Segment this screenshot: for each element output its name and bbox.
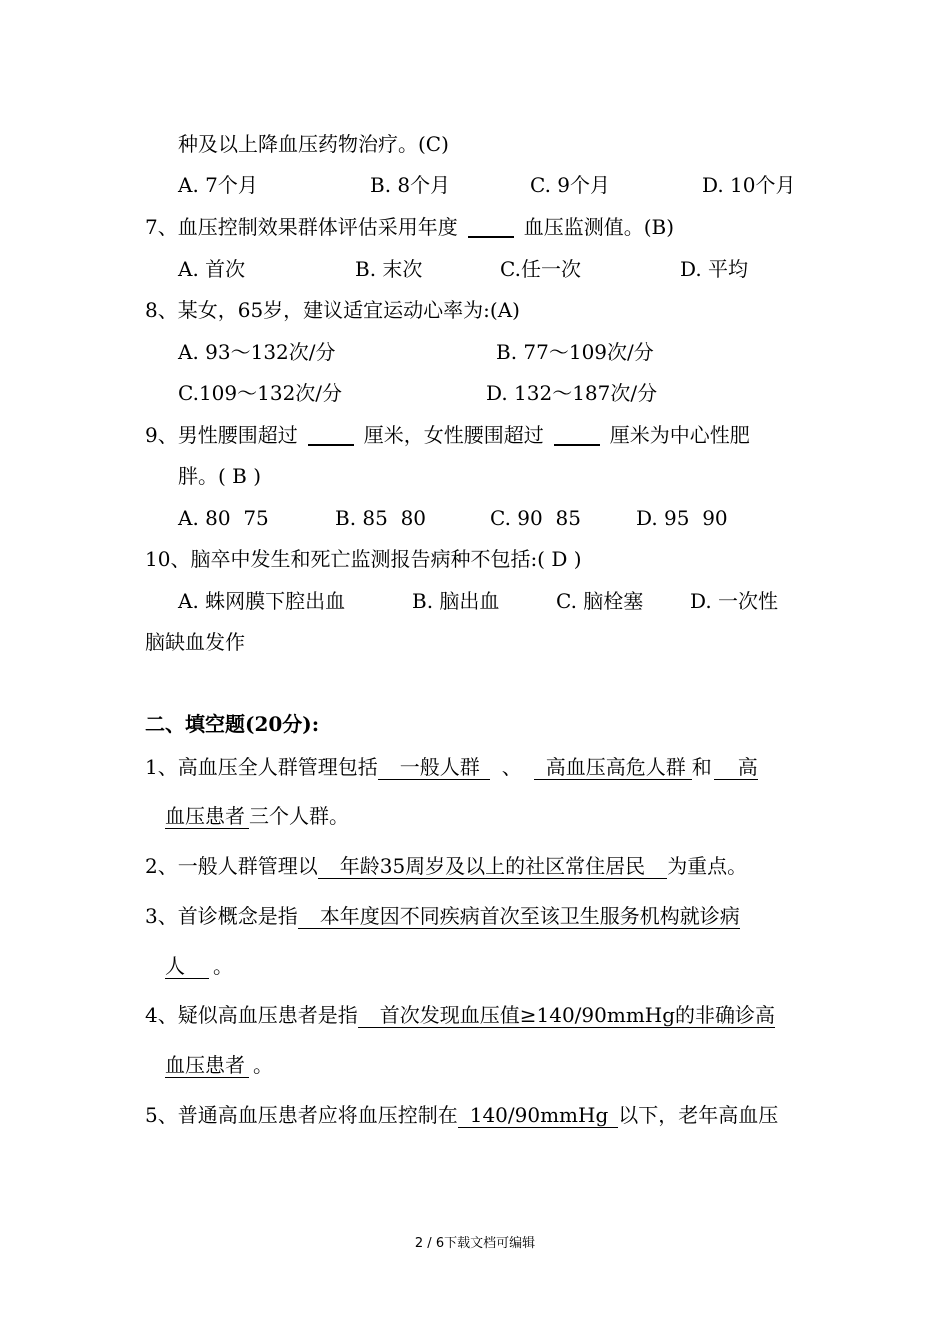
fill-question-2 [145, 853, 747, 879]
blank-line [468, 214, 514, 238]
question-7 [145, 214, 674, 240]
answer: 血压患者 [165, 1053, 249, 1078]
answer: 高 [714, 755, 758, 780]
option: B. 77～109次/分 [496, 340, 654, 364]
fill-text: 3、首诊概念是指 [145, 904, 298, 928]
option: A. 蛛网膜下腔出血 [178, 589, 346, 613]
fill-text: 1、高血压全人群管理包括 [145, 755, 378, 779]
blank-line [554, 422, 600, 446]
option: D. 平均 [680, 257, 749, 281]
option: C. 9个月 [530, 173, 611, 197]
answer: 本年度因不同疾病首次至该卫生服务机构就诊病 [298, 904, 740, 929]
option: D. 132～187次/分 [486, 381, 658, 405]
option: B. 脑出血 [412, 589, 500, 613]
answer: 140/90mmHg [458, 1103, 619, 1128]
option: C. 90 85 [490, 506, 581, 530]
question-8: 8、某女，65岁，建议适宜运动心率为:(A) [145, 298, 520, 322]
fill-question-3 [145, 903, 740, 929]
q7-text-end: 血压监测值。(B) [523, 215, 675, 239]
fill-text: 和 [691, 755, 712, 779]
fill-text: 。 [213, 954, 233, 978]
fill-question-3-cont [165, 953, 233, 979]
option: C.109～132次/分 [178, 381, 343, 405]
question-10: 10、脑卒中发生和死亡监测报告病种不包括:( D ) [145, 547, 582, 571]
option: A. 80 75 [178, 506, 269, 530]
section-heading: 二、填空题(20分): [145, 712, 320, 736]
fill-text: 以下，老年高血压 [618, 1103, 779, 1127]
option: B. 8个月 [370, 173, 451, 197]
page-footer: 2 / 6下载文档可编辑 [414, 1236, 536, 1251]
fill-question-4-cont [165, 1052, 273, 1078]
option: A. 首次 [178, 257, 246, 281]
answer: 年龄35周岁及以上的社区常住居民 [318, 854, 667, 879]
fill-question-1-cont [165, 803, 349, 829]
fill-text: 2、一般人群管理以 [145, 854, 318, 878]
fill-question-4 [145, 1002, 775, 1028]
fill-text: 5、普通高血压患者应将血压控制在 [145, 1103, 458, 1127]
option: B. 85 80 [335, 506, 427, 530]
blank-line [308, 422, 354, 446]
answer: 血压患者 [165, 804, 249, 829]
q7-text: 7、血压控制效果群体评估采用年度 [145, 215, 458, 239]
fill-text: 。 [253, 1053, 273, 1077]
option: A. 93～132次/分 [178, 340, 336, 364]
q9-text: 9、男性腰围超过 [145, 423, 298, 447]
option: A. 7个月 [178, 173, 258, 197]
q9-text: 厘米，女性腰围超过 [363, 423, 544, 447]
fill-text: 三个人群。 [249, 804, 349, 828]
answer: 首次发现血压值≥140/90mmHg的非确诊高 [358, 1003, 775, 1028]
fill-question-5 [145, 1102, 778, 1128]
q9-continuation: 胖。( B ) [178, 464, 262, 488]
answer: 人 [165, 954, 209, 979]
q6-continuation: 种及以上降血压药物治疗。(C) [178, 132, 449, 156]
q9-text: 厘米为中心性肥 [609, 423, 750, 447]
fill-text: 为重点。 [667, 854, 748, 878]
answer: 一般人群 [378, 755, 490, 780]
option: D. 10个月 [702, 173, 796, 197]
question-9 [145, 422, 750, 448]
answer: 高血压高危人群 [534, 755, 692, 780]
option: D. 一次性 [690, 589, 779, 613]
option: B. 末次 [355, 257, 423, 281]
option: D. 95 90 [636, 506, 728, 530]
option: C. 脑栓塞 [556, 589, 644, 613]
fill-text: 、 [501, 755, 522, 779]
q10-continuation: 脑缺血发作 [145, 630, 245, 654]
option: C.任一次 [500, 257, 581, 281]
fill-question-1 [145, 754, 758, 780]
fill-text: 4、疑似高血压患者是指 [145, 1003, 358, 1027]
